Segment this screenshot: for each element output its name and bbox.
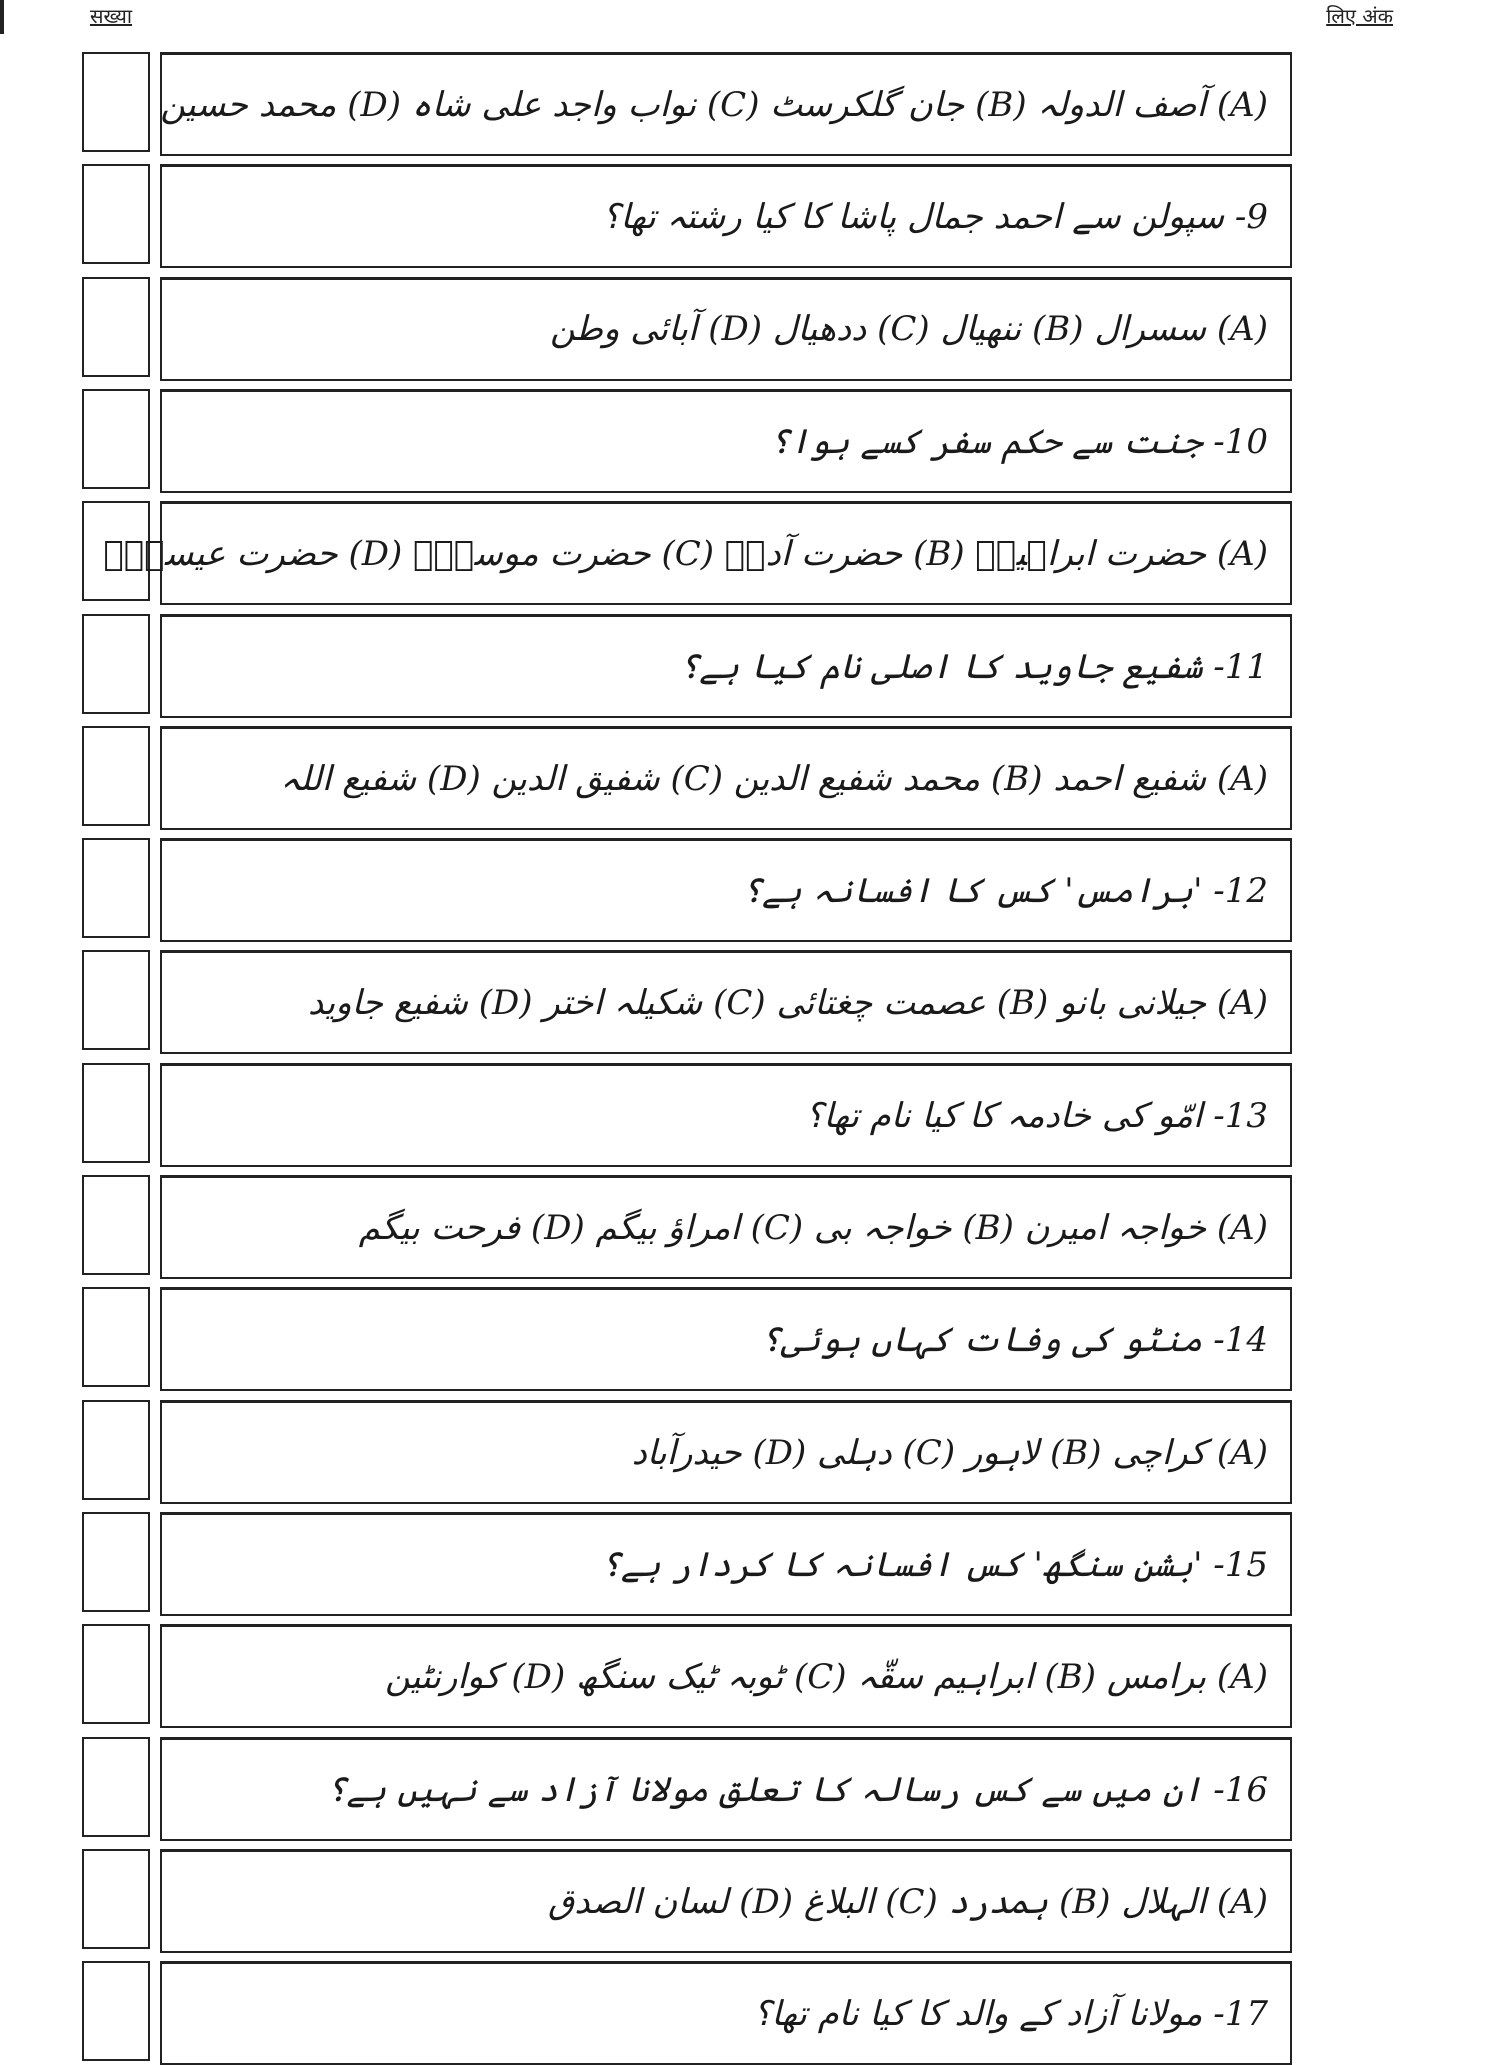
question-row [82, 1063, 1292, 1167]
options-text: (A) خواجہ امیرن (B) خواجہ بی (C) امراؤ بیگم (D) فرحت بیگم [358, 1208, 1268, 1248]
options-row [82, 1175, 1292, 1279]
text-box [160, 1175, 1292, 1279]
marks-box[interactable] [82, 838, 150, 938]
marks-box[interactable] [82, 1063, 150, 1163]
question-text: 16- ان میں سے کس رسالہ کا تعلق مولانا آزاد سے نہیں ہے؟ [326, 1769, 1268, 1810]
question-row [82, 1961, 1292, 2065]
options-row [82, 277, 1292, 381]
marks-box[interactable] [82, 1287, 150, 1387]
marks-box[interactable] [82, 389, 150, 489]
question-text: 11- شفیع جاوید کا اصلی نام کیا ہے؟ [679, 646, 1268, 687]
header-serial-label: सख्या [90, 4, 132, 28]
text-box [160, 1512, 1292, 1616]
options-text: (A) جیلانی بانو (B) عصمت چغتائی (C) شکیلہ اختر (D) شفیع جاوید [307, 983, 1268, 1024]
scan-edge-mark [0, 0, 4, 34]
text-box [160, 950, 1292, 1054]
options-row [82, 950, 1292, 1054]
question-text: 12- 'برامس' کس کا افسانہ ہے؟ [742, 871, 1268, 912]
text-box [160, 1063, 1292, 1167]
text-box [160, 1849, 1292, 1953]
options-text: (A) شفیع احمد (B) محمد شفیع الدین (C) شفیق الدین (D) شفیع اللہ [280, 758, 1268, 799]
text-box [160, 389, 1292, 493]
question-text: 9- سپولن سے احمد جمال پاشا کا کیا رشتہ تھا؟ [602, 197, 1268, 238]
text-box [160, 1961, 1292, 2065]
question-text: 14- منٹو کی وفات کہاں ہوئی؟ [760, 1320, 1268, 1361]
question-text: 10- جنت سے حکم سفر کسے ہوا؟ [769, 421, 1268, 462]
text-box [160, 614, 1292, 718]
question-row [82, 1287, 1292, 1391]
options-row [82, 1400, 1292, 1504]
question-row [82, 164, 1292, 268]
options-text: (A) برامس (B) ابراہیم سقّہ (C) ٹوبہ ٹیک سنگھ (D) کوارنٹین [385, 1657, 1268, 1698]
question-text: 13- امّو کی خادمہ کا کیا نام تھا؟ [805, 1095, 1268, 1136]
options-text: (A) سسرال (B) ننھیال (C) ددھیال (D) آبائی وطن [550, 309, 1268, 350]
question-text: 15- 'بشن سنگھ' کس افسانہ کا کردار ہے؟ [600, 1544, 1268, 1585]
marks-box[interactable] [82, 950, 150, 1050]
marks-box[interactable] [82, 1961, 150, 2061]
marks-box[interactable] [82, 1737, 150, 1837]
text-box [160, 838, 1292, 942]
text-box [160, 277, 1292, 381]
options-row [82, 1624, 1292, 1728]
marks-box[interactable] [82, 1512, 150, 1612]
options-text: (A) کراچی (B) لاہور (C) دہلی (D) حیدرآباد [631, 1432, 1268, 1473]
marks-box[interactable] [82, 726, 150, 826]
marks-box[interactable] [82, 277, 150, 377]
options-row [82, 1849, 1292, 1953]
marks-box[interactable] [82, 1624, 150, 1724]
question-row [82, 838, 1292, 942]
text-box [103, 501, 1292, 605]
text-box [160, 1737, 1292, 1841]
options-text: (A) حضرت ابراہیمؑ (B) حضرت آدمؑ (C) حضرت موسیٰؑ (D) حضرت عیسیٰؑ [103, 533, 1268, 574]
options-row [82, 501, 1292, 605]
options-text: (A) آصف الدولہ (B) جان گلکرسٹ (C) نواب واجد علی شاہ (D) محمد حسین [160, 85, 1268, 125]
marks-box[interactable] [82, 52, 150, 152]
header-marks-label: लिए अंक [1326, 4, 1393, 28]
question-row [82, 1737, 1292, 1841]
options-row [82, 726, 1292, 830]
question-row [82, 1512, 1292, 1616]
marks-box[interactable] [82, 1175, 150, 1275]
text-box [160, 1287, 1292, 1391]
text-box [160, 1400, 1292, 1504]
options-text: (A) الہلال (B) ہمدرد (C) البلاغ (D) لسان الصدق [548, 1881, 1268, 1922]
question-row [82, 614, 1292, 718]
text-box [160, 164, 1292, 268]
text-box [160, 52, 1292, 156]
marks-box[interactable] [82, 614, 150, 714]
marks-box[interactable] [82, 164, 150, 264]
text-box [160, 1624, 1292, 1728]
question-row [82, 389, 1292, 493]
marks-box[interactable] [82, 1400, 150, 1500]
text-box [160, 726, 1292, 830]
question-text: 17- مولانا آزاد کے والد کا کیا نام تھا؟ [753, 1994, 1268, 2035]
options-row [82, 52, 1292, 156]
marks-box[interactable] [82, 1849, 150, 1949]
